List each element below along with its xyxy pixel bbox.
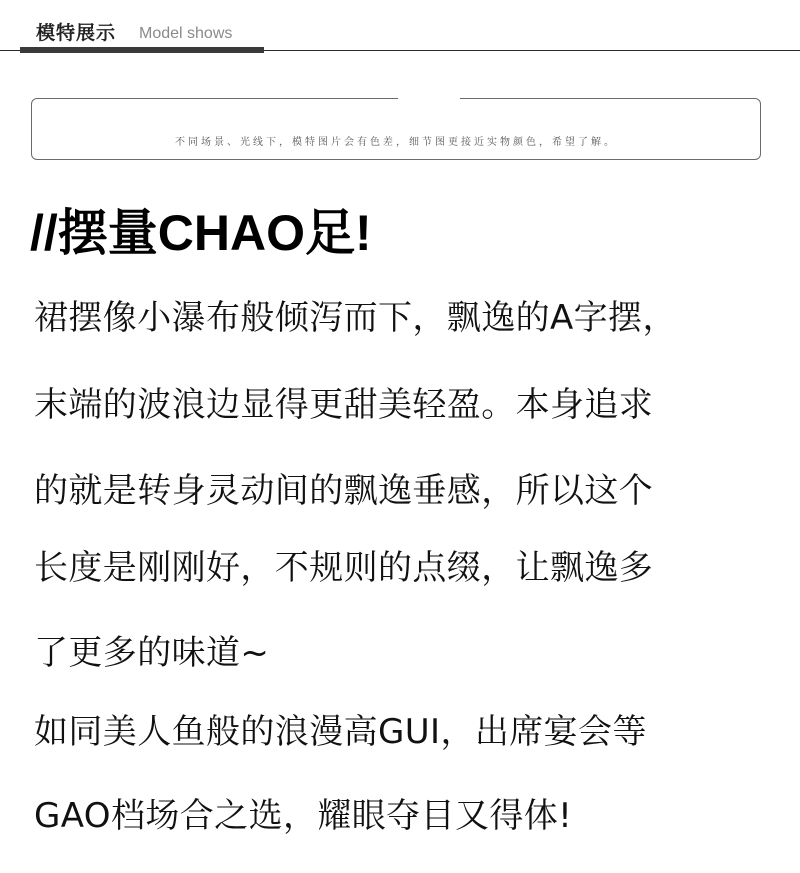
paragraph-line: GAO档场合之选，耀眼夺目又得体! <box>34 796 573 836</box>
paragraph-line: 末端的波浪边显得更甜美轻盈。本身追求 <box>34 385 654 425</box>
notice-text: 不同场景、光线下，模特图片会有色差，细节图更接近实物颜色，希望了解。 <box>175 137 617 148</box>
section-header <box>0 0 800 56</box>
paragraph-line: 如同美人鱼般的浪漫高GUI，出席宴会等 <box>34 712 647 752</box>
section-title-chinese: 模特展示 <box>36 22 117 44</box>
header-accent-bar <box>20 47 264 53</box>
paragraph-line: 了更多的味道~ <box>34 633 270 673</box>
paragraph-line: 长度是刚刚好，不规则的点缀，让飘逸多 <box>34 548 654 588</box>
headline: //摆量CHAO足! <box>30 205 372 261</box>
paragraph-line: 的就是转身灵动间的飘逸垂感，所以这个 <box>34 471 654 511</box>
section-title-english: Model shows <box>139 25 233 42</box>
paragraph-line: 裙摆像小瀑布般倾泻而下，飘逸的A字摆， <box>34 298 677 338</box>
notice-border-gap <box>398 95 460 101</box>
notice-box <box>31 98 761 160</box>
